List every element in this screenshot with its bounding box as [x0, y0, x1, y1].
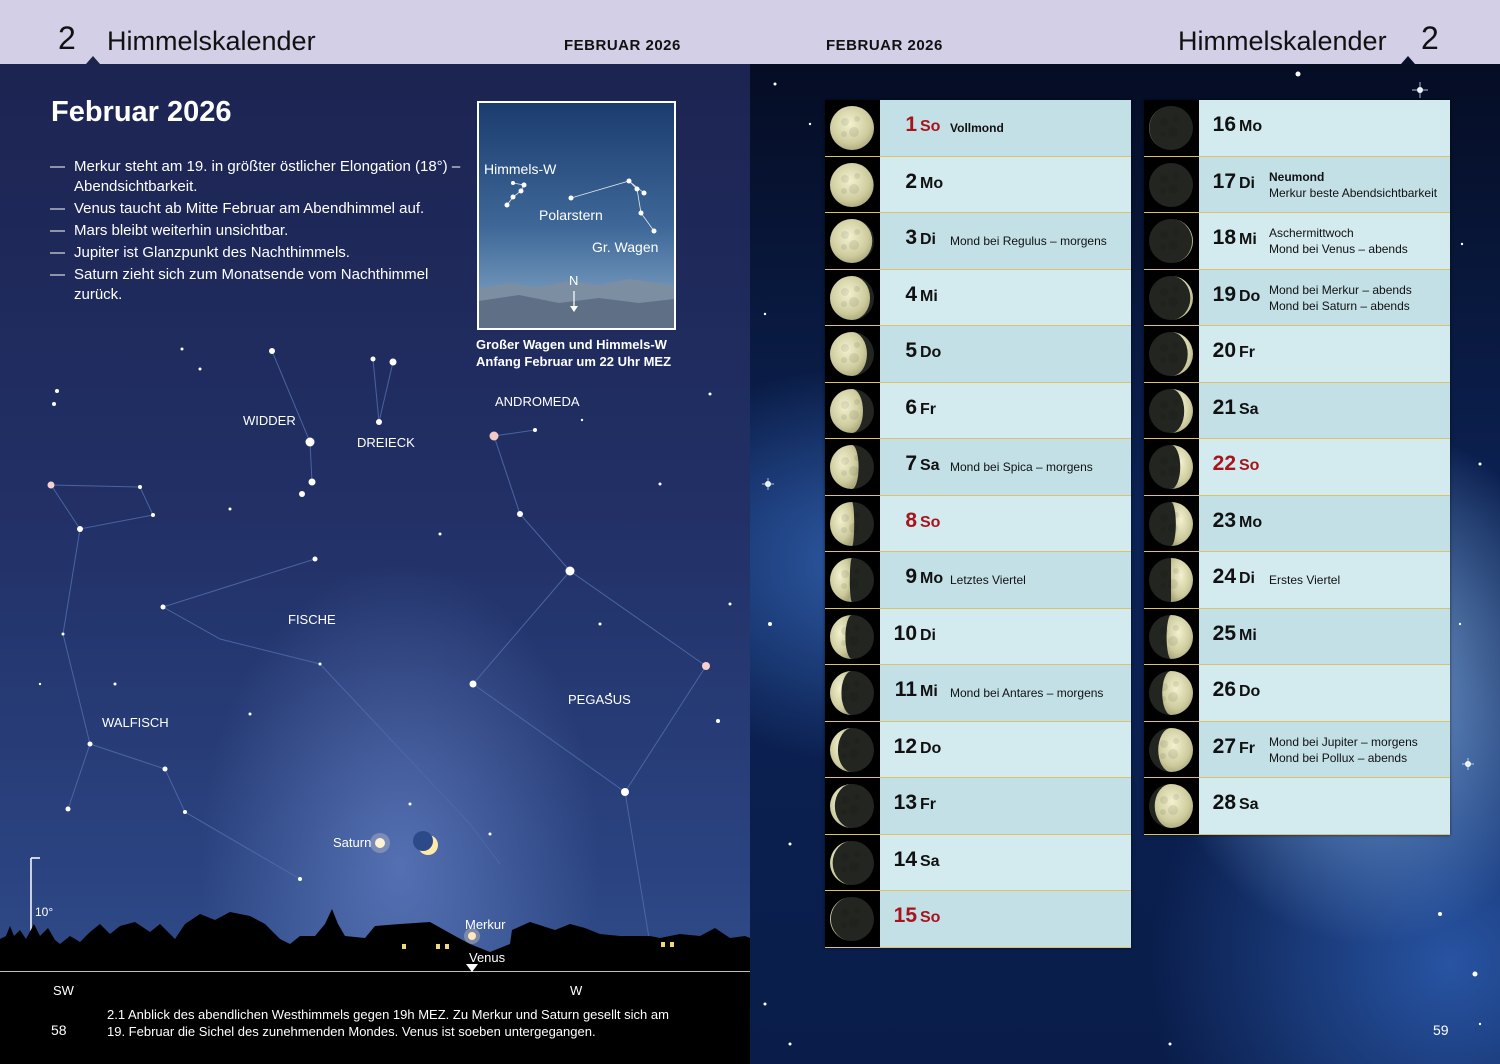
star [621, 788, 629, 796]
weekday: Sa [920, 852, 940, 870]
page-number-left: 58 [51, 1022, 67, 1038]
highlights-list [50, 157, 470, 307]
calendar-day-row [1144, 439, 1450, 496]
day-number: 4 [905, 282, 917, 306]
moon-phase-box [1144, 100, 1199, 156]
day-number: 1 [905, 113, 917, 136]
moon-phase-box [1144, 213, 1199, 269]
star [309, 479, 316, 486]
calendar-day-row [825, 213, 1131, 270]
inset-caption-line: Anfang Februar um 22 Uhr MEZ [476, 354, 672, 369]
right-page-calendar [750, 64, 1500, 1064]
weekday: Sa [920, 457, 940, 474]
weekday: Do [920, 344, 942, 361]
moon-phase-icon [1149, 502, 1193, 546]
day-event: Mond bei Merkur – abends [1269, 282, 1412, 297]
day-number: 10 [893, 621, 917, 645]
inset-caption-line: Großer Wagen und Himmels-W [476, 337, 667, 352]
list-item: — Jupiter ist Glanzpunkt des Nachthimmels. [50, 243, 470, 263]
line-walfisch-head [51, 485, 153, 529]
moon-phase-box [825, 270, 880, 326]
moon-phase-icon [830, 841, 874, 885]
figure-caption [107, 1006, 697, 1040]
calendar-day-row [825, 496, 1131, 553]
moon-phase-box [825, 835, 880, 891]
calendar-day-row [1144, 552, 1450, 609]
calendar-day-row [1144, 270, 1450, 327]
day-number: 12 [893, 734, 917, 758]
moon-phase-icon [1149, 163, 1193, 207]
header-notch-left [86, 56, 100, 64]
star [48, 482, 55, 489]
moon-phase-icon [1149, 615, 1193, 659]
star [490, 432, 499, 441]
weekday: Mi [920, 287, 938, 305]
label-dreieck: DREIECK [357, 435, 415, 450]
weekday: Mo [1239, 513, 1263, 531]
moon-phase-icon [1149, 728, 1193, 772]
label-andromeda: ANDROMEDA [495, 394, 580, 409]
moon-phase-box [1144, 778, 1199, 834]
moon-phase-box [825, 100, 880, 156]
star [409, 803, 412, 806]
star [161, 605, 166, 610]
day-number: 26 [1212, 678, 1236, 701]
moon-phase-box [825, 157, 880, 213]
star [199, 368, 202, 371]
moon-phase-box [1144, 496, 1199, 552]
weekday: Sa [1239, 796, 1259, 813]
label-pegasus: PEGASUS [568, 692, 631, 707]
moon-phase-box [825, 439, 880, 495]
day-number: 6 [905, 395, 917, 419]
star [138, 485, 142, 489]
line-andromeda-1 [494, 430, 535, 436]
day-number: 23 [1212, 508, 1236, 532]
moon-phase-box [1144, 439, 1199, 495]
star [599, 623, 602, 626]
star [229, 508, 232, 511]
line-dreieck [373, 359, 393, 422]
calendar-day-row [825, 270, 1131, 327]
calendar-column-2 [1144, 100, 1450, 835]
star [62, 633, 65, 636]
star [371, 357, 376, 362]
star [533, 428, 537, 432]
star [566, 567, 575, 576]
calendar-day-row [1144, 157, 1450, 214]
weekday: Mi [1239, 231, 1257, 248]
star [702, 662, 710, 670]
day-number: 21 [1212, 395, 1236, 419]
inset-label-polarstern: Polarstern [539, 207, 603, 223]
day-number: 3 [905, 226, 917, 249]
inset-label-himmels-w: Himmels-W [484, 161, 557, 177]
day-event: Mond bei Antares – morgens [950, 686, 1104, 700]
label-merkur: Merkur [465, 917, 506, 932]
weekday: Mi [920, 683, 938, 700]
weekday: Mo [1239, 118, 1263, 135]
star [716, 719, 720, 723]
star [66, 807, 71, 812]
line-walfisch-tail [68, 744, 90, 809]
moon-phase-box [1144, 383, 1199, 439]
day-number: 7 [905, 452, 917, 475]
calendar-day-row [825, 835, 1131, 892]
moon-phase-icon [830, 389, 874, 433]
star [489, 833, 492, 836]
moon-phase-icon [830, 897, 874, 941]
star [729, 603, 732, 606]
inset-caption [476, 336, 696, 370]
calendar-day-row [825, 552, 1131, 609]
day-event: Vollmond [950, 121, 1004, 135]
star [77, 526, 83, 532]
moon-phase-icon [1149, 106, 1193, 150]
calendar-day-row [1144, 722, 1450, 779]
moon-phase-icon [830, 332, 874, 376]
day-event: Merkur beste Abendsichtbarkeit [1269, 185, 1438, 200]
day-number: 16 [1212, 113, 1236, 136]
calendar-day-row [1144, 383, 1450, 440]
star [313, 557, 318, 562]
calendar-day-row [825, 157, 1131, 214]
inset-label-gr-wagen: Gr. Wagen [592, 239, 659, 255]
star [55, 389, 59, 393]
star [517, 511, 523, 517]
moon-phase-icon [830, 276, 874, 320]
star [709, 393, 712, 396]
calendar-day-row [1144, 609, 1450, 666]
moon-phase-box [825, 383, 880, 439]
weekday: Mo [920, 174, 944, 192]
weekday: Mo [920, 570, 944, 587]
moon-phase-icon [830, 219, 874, 263]
list-item: — Merkur steht am 19. in größter östlicher Elongation (18°) – Abendsichtbarkeit. [50, 157, 470, 197]
day-number: 5 [905, 339, 917, 362]
day-event: Neumond [1269, 169, 1325, 184]
moon-phase-box [1144, 326, 1199, 382]
calendar-day-row [1144, 213, 1450, 270]
day-number: 25 [1212, 621, 1236, 645]
chapter-title-right: Himmelskalender [1178, 26, 1387, 56]
label-altitude: 10° [35, 905, 54, 919]
calendar-day-row [825, 722, 1131, 779]
caption-line: 19. Februar die Sichel des zunehmenden Mondes. Venus ist soeben untergegangen. [107, 1024, 596, 1039]
calendar-day-row [825, 891, 1131, 948]
calendar-day-row [825, 778, 1131, 835]
calendar-day-row [1144, 326, 1450, 383]
day-event: Mond bei Pollux – abends [1269, 750, 1408, 765]
day-number: 27 [1212, 734, 1236, 758]
moon-phase-icon [1149, 671, 1193, 715]
line-walfisch-body [63, 529, 300, 879]
calendar-column-1 [825, 100, 1131, 948]
moon-phase-icon [830, 728, 874, 772]
stars [39, 348, 732, 882]
day-number: 8 [905, 508, 917, 532]
calendar-day-row [825, 326, 1131, 383]
star [439, 533, 442, 536]
weekday: Di [920, 231, 936, 248]
moon-phase-icon [1149, 558, 1193, 602]
day-number: 20 [1212, 339, 1236, 362]
weekday: Fr [920, 400, 936, 418]
list-item: — Saturn zieht sich zum Monatsende vom Nachthimmel zurück. [50, 265, 470, 305]
chapter-number-left: 2 [58, 20, 76, 56]
line-pegasus [473, 436, 706, 792]
weekday: Fr [1239, 344, 1255, 361]
calendar-day-row [1144, 496, 1450, 553]
day-number: 18 [1212, 226, 1236, 249]
weekday: Mi [1239, 626, 1257, 644]
label-west: W [570, 983, 583, 998]
moon-phase-icon [830, 558, 874, 602]
moon-phase-icon [830, 671, 874, 715]
chapter-title-left: Himmelskalender [107, 26, 316, 56]
star [470, 681, 477, 688]
moon-phase-icon [1149, 332, 1193, 376]
crescent-moon [413, 831, 438, 855]
inset-map [477, 101, 676, 330]
day-number: 14 [893, 847, 917, 871]
star [659, 483, 662, 486]
day-number: 13 [893, 791, 917, 814]
weekday: Do [920, 739, 942, 757]
weekday: Do [1239, 683, 1261, 700]
star [249, 713, 252, 716]
day-number: 24 [1212, 565, 1236, 588]
calendar-day-row [1144, 778, 1450, 835]
weekday: Fr [920, 796, 936, 813]
list-item: — Mars bleibt weiterhin unsichtbar. [50, 221, 470, 241]
day-event: Mond bei Venus – abends [1269, 242, 1408, 256]
label-southwest: SW [53, 983, 74, 998]
day-event: Erstes Viertel [1269, 573, 1341, 587]
day-number: 9 [905, 565, 917, 588]
day-event: Mond bei Spica – morgens [950, 460, 1093, 474]
moon-phase-icon [1149, 389, 1193, 433]
calendar-day-row [825, 100, 1131, 157]
day-number: 2 [905, 169, 917, 193]
inset-label-north: N [569, 273, 579, 288]
weekday: Di [920, 626, 936, 644]
star [39, 683, 41, 685]
star [181, 348, 184, 351]
moon-phase-box [1144, 270, 1199, 326]
label-walfisch: WALFISCH [102, 715, 169, 730]
horizon-silhouette [0, 909, 750, 972]
moon-phase-box [825, 609, 880, 665]
moon-phase-box [1144, 552, 1199, 608]
page-title: Februar 2026 [51, 96, 232, 128]
day-number: 15 [893, 904, 917, 927]
moon-phase-icon [830, 502, 874, 546]
calendar-day-row [825, 383, 1131, 440]
star [298, 877, 302, 881]
moon-phase-box [825, 722, 880, 778]
moon-phase-box [825, 496, 880, 552]
star [114, 683, 117, 686]
weekday: Di [1239, 174, 1255, 192]
star [299, 491, 305, 497]
month-label-left: FEBRUAR 2026 [564, 37, 681, 54]
calendar-day-row [825, 665, 1131, 722]
moon-phase-box [825, 326, 880, 382]
star [183, 810, 187, 814]
star [163, 767, 168, 772]
star [88, 742, 93, 747]
weekday: Fr [1239, 739, 1255, 757]
moon-phase-box [1144, 609, 1199, 665]
moon-phase-icon [830, 445, 874, 489]
label-widder: WIDDER [243, 413, 296, 428]
star [581, 419, 583, 421]
moon-phase-icon [1149, 784, 1193, 828]
moon-phase-box [825, 552, 880, 608]
weekday: So [920, 909, 941, 926]
left-page-star-chart [0, 64, 750, 1064]
moon-phase-box [825, 213, 880, 269]
day-event: Aschermittwoch [1269, 226, 1354, 240]
day-event: Mond bei Saturn – abends [1269, 298, 1410, 313]
moon-phase-box [825, 665, 880, 721]
weekday: So [920, 513, 941, 531]
moon-phase-icon [1149, 276, 1193, 320]
moon-phase-icon [830, 615, 874, 659]
moon-phase-box [1144, 665, 1199, 721]
line-pegasus-leg [625, 792, 650, 944]
day-number: 17 [1212, 169, 1236, 193]
day-number: 11 [894, 678, 917, 701]
moon-phase-icon [1149, 445, 1193, 489]
label-fische: FISCHE [288, 612, 336, 627]
saturn-planet [370, 833, 390, 853]
day-event: Letztes Viertel [950, 573, 1026, 587]
star [390, 359, 397, 366]
page-number-right: 59 [1433, 1022, 1449, 1038]
weekday: Di [1239, 570, 1255, 587]
moon-phase-icon [830, 784, 874, 828]
moon-phase-icon [830, 106, 874, 150]
calendar-day-row [1144, 100, 1450, 157]
moon-phase-box [825, 778, 880, 834]
moon-phase-box [1144, 157, 1199, 213]
chapter-number-right: 2 [1421, 20, 1439, 56]
moon-phase-box [1144, 722, 1199, 778]
moon-phase-box [825, 891, 880, 947]
weekday: So [1239, 457, 1260, 474]
star [319, 663, 322, 666]
day-event: Mond bei Regulus – morgens [950, 234, 1107, 248]
label-saturn: Saturn [333, 835, 372, 850]
line-walfisch-base [185, 812, 300, 879]
star [52, 402, 56, 406]
star [376, 419, 382, 425]
star [306, 438, 315, 447]
header-notch-right [1401, 56, 1415, 64]
label-venus: Venus [469, 950, 506, 965]
star [269, 348, 275, 354]
moon-phase-icon [1149, 219, 1193, 263]
moon-phase-icon [830, 163, 874, 207]
star [151, 513, 155, 517]
weekday: Do [1239, 287, 1261, 305]
day-number: 22 [1212, 452, 1236, 475]
caption-line: 2.1 Anblick des abendlichen Westhimmels gegen 19h MEZ. Zu Merkur und Saturn gesellt sich am [107, 1007, 669, 1022]
page-header [0, 0, 1500, 64]
line-fische [163, 559, 500, 864]
month-label-right: FEBRUAR 2026 [826, 37, 943, 54]
weekday: Sa [1239, 400, 1259, 418]
list-item: — Venus taucht ab Mitte Februar am Abendhimmel auf. [50, 199, 470, 219]
day-event: Mond bei Jupiter – morgens [1269, 734, 1418, 749]
calendar-day-row [825, 609, 1131, 666]
calendar-day-row [825, 439, 1131, 496]
calendar-day-row [1144, 665, 1450, 722]
day-number: 19 [1212, 282, 1236, 306]
weekday: So [920, 118, 941, 135]
day-number: 28 [1212, 791, 1236, 814]
